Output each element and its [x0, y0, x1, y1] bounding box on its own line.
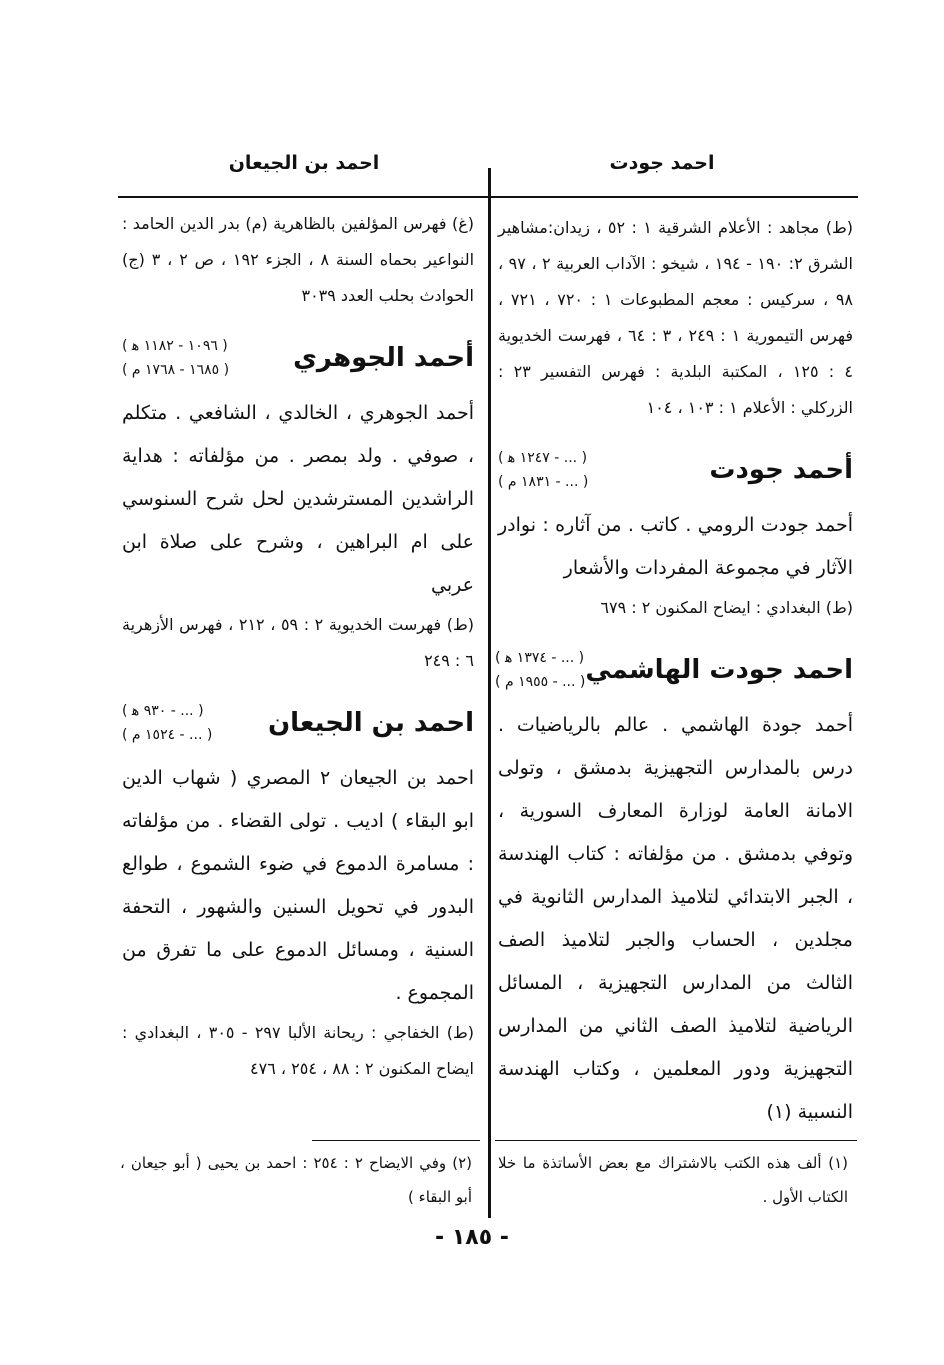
entry-header-ahmad-ibn-al-jiaan: [122, 699, 474, 747]
dates-hijri: ( ... - ٩٣٠ ﻫ ): [122, 703, 204, 719]
entry-body: احمد بن الجيعان ٢ المصري ( شهاب الدين ابو البقاء ) اديب . تولى القضاء . من مؤلفاته : مسامرة الدموع في ضوء الشموع ، طوالع البدور في تحويل السنين والشهور ، التحفة السنية ، ومسائل الدموع على ما تفرق من المجموع .: [122, 767, 475, 1004]
left-column: [122, 206, 474, 1087]
entry-dates: [495, 646, 585, 694]
footnote-rule-right: [495, 1140, 857, 1141]
footnote-rule-left: [312, 1140, 480, 1141]
dates-gregorian: ( ... - ١٨٣١ م ): [498, 474, 589, 490]
references-top-left: (غ) فهرس المؤلفين بالظاهرية (م) بدر الدين الحامد : النواعير بحماه السنة ٨ ، الجزء ١٩٢ ، ص ٢ ، ٣ (ج) الحوادث بحلب العدد ٣٠٣٩: [122, 214, 475, 305]
entry-references: (ط) البغدادي : ايضاح المكنون ٢ : ٦٧٩: [600, 598, 853, 617]
right-column: [495, 210, 854, 1134]
column-divider: [488, 168, 491, 1218]
entry-title: أحمد جودت: [709, 455, 853, 485]
dates-hijri: ( ... - ١٢٤٧ ﻫ ): [498, 450, 588, 466]
entry-body: أحمد جودت الرومي . كاتب . من آثاره : نوادر الآثار في مجموعة المفردات والأشعار: [498, 514, 853, 579]
entry-dates: [122, 699, 212, 747]
footnote-left: (٢) وفي الايضاح ٢ : ٢٥٤ : احمد بن يحيى ( أبو جيعان ، أبو البقاء ): [120, 1154, 472, 1206]
entry-header-ahmad-jawdat: [498, 446, 853, 494]
entry-header-ahmad-jawdat-hashimi: [495, 646, 853, 694]
page-number: - ١٨٥ -: [435, 1225, 509, 1250]
dates-hijri: ( ... - ١٣٧٤ ﻫ ): [495, 650, 585, 666]
running-header-right: احمد جودت: [609, 152, 715, 174]
dates-hijri: ( ١٠٩٦ - ١١٨٢ ﻫ ): [122, 338, 228, 354]
footnote-right: (١) ألف هذه الكتب بالاشتراك مع بعض الأساتذة ما خلا الكتاب الأول .: [498, 1154, 848, 1206]
entry-title: احمد بن الجيعان: [267, 708, 474, 738]
dates-gregorian: ( ... - ١٩٥٥ م ): [495, 674, 586, 690]
entry-dates: [122, 334, 229, 382]
entry-body: أحمد الجوهري ، الخالدي ، الشافعي . متكلم ، صوفي . ولد بمصر . من مؤلفاته : هداية الراشدين المسترشدين لحل شرح السنوسي على ام البراهين ، وشرح على صلاة ابن عربي: [122, 402, 474, 596]
dates-gregorian: ( ١٦٨٥ - ١٧٦٨ م ): [122, 362, 230, 378]
entry-header-ahmad-jawhari: [122, 334, 474, 382]
entry-title: احمد جودت الهاشمي: [585, 655, 853, 685]
entry-dates: [498, 446, 588, 494]
dates-gregorian: ( ... - ١٥٢٤ م ): [122, 727, 213, 743]
entry-references: (ط) فهرست الخديوية ٢ : ٥٩ ، ٢١٢ ، فهرس الأزهرية ٦ : ٢٤٩: [122, 615, 474, 670]
running-header-left: احمد بن الجيعان: [228, 152, 380, 174]
references-top-right: (ط) مجاهد : الأعلام الشرقية ١ : ٥٢ ، زيدان:مشاهير الشرق ٢: ١٩٠ - ١٩٤ ، شيخو : الآداب العربية ٢ ، ٩٧ ، ٩٨ ، سركيس : معجم المطبوعات ١ : ٧٢٠ ، ٧٢١ ، فهرس التيمورية ١ : ٢٤٩ ، ٣ : ٦٤ ، فهرست الخديوية ٤ : ١٢٥ ، المكتبة البلدية : فهرس التفسير ٢٣ : الزركلي : الأعلام ١ : ١٠٣ ، ١٠٤: [498, 218, 854, 417]
entry-title: أحمد الجوهري: [293, 343, 474, 373]
entry-body: أحمد جودة الهاشمي . عالم بالرياضيات . درس بالمدارس التجهيزية بدمشق ، وتولى الامانة العامة لوزارة المعارف السورية ، وتوفي بدمشق . من مؤلفاته : كتاب الهندسة ، الجبر الابتدائي لتلاميذ المدارس الثانوية في مجلدين ، الحساب والجبر لتلاميذ الصف الثالث من المدارس التجهيزية ، المسائل الرياضية لتلاميذ الصف الثاني من المدارس التجهيزية ودور المعلمين ، وكتاب الهندسة النسبية (١): [498, 714, 853, 1123]
entry-references: (ط) الخفاجي : ريحانة الألبا ٢٩٧ - ٣٠٥ ، البغدادي : ايضاح المكنون ٢ : ٨٨ ، ٢٥٤ ، ٤٧٦: [122, 1023, 474, 1078]
